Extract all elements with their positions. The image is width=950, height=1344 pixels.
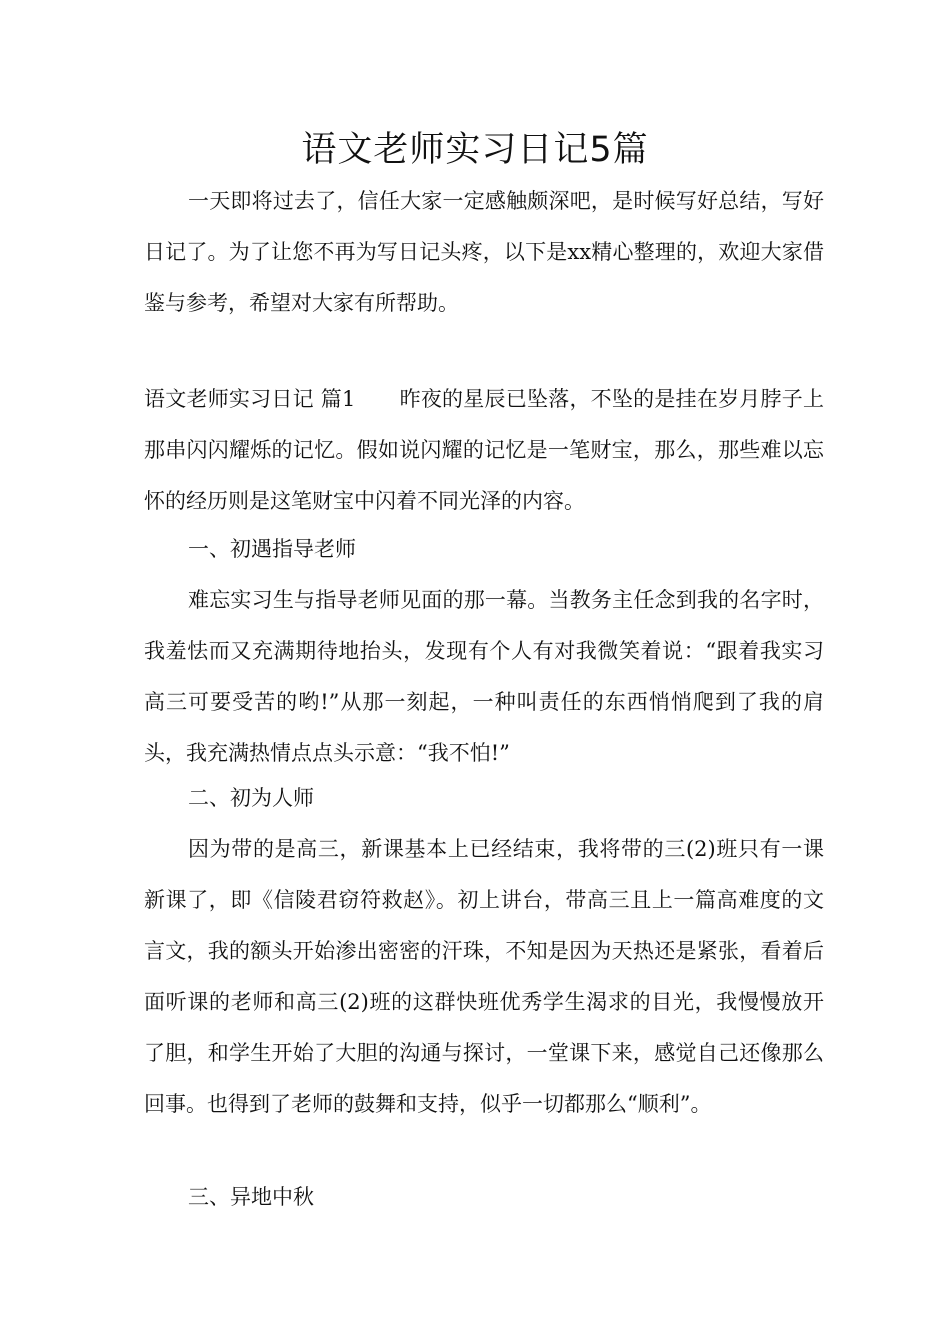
teaching-paragraph: 因为带的是高三，新课基本上已经结束，我将带的三(2)班只有一课新课了，即《信陵君窃符救赵》。初上讲台，带高三且上一篇高难度的文言文，我的额头开始渗出密密的汗珠，不知是因为天热还是紧张，看着后面听课的老师和高三(2)班的这群快班优秀学生渴求的目光，我慢慢放开了胆，和学生开始了大胆的沟通与探讨，一堂课下来，感觉自己还像那么回事。也得到了老师的鼓舞和支持，似乎一切都那么“顺利”。 — [144, 837, 824, 1116]
section-heading-1: 一、初遇指导老师 — [188, 537, 356, 561]
entry-1-text: 昨夜的星辰已坠落，不坠的是挂在岁月脖子上那串闪闪耀烁的记忆。假如说闪耀的记忆是一笔财宝，那么，那些难以忘怀的经历则是这笔财宝中闪着不同光泽的内容。 — [144, 387, 824, 513]
entry-1-label: 语文老师实习日记 篇1 — [144, 387, 356, 411]
section-heading-3: 三、异地中秋 — [188, 1185, 314, 1209]
intro-paragraph: 一天即将过去了，信任大家一定感触颇深吧，是时候写好总结，写好日记了。为了让您不再为写日记头疼，以下是xx精心整理的，欢迎大家借鉴与参考，希望对大家有所帮助。 — [144, 189, 824, 315]
entry-1-paragraph — [144, 374, 824, 527]
meeting-paragraph: 难忘实习生与指导老师见面的那一幕。当教务主任念到我的名字时，我羞怯而又充满期待地抬头，发现有个人有对我微笑着说：“跟着我实习高三可要受苦的哟!”从那一刻起，一种叫责任的东西悄悄爬到了我的肩头，我充满热情点点头示意：“我不怕!” — [144, 588, 824, 765]
section-heading-2: 二、初为人师 — [188, 786, 314, 810]
document-title: 语文老师实习日记5篇 — [301, 130, 649, 170]
